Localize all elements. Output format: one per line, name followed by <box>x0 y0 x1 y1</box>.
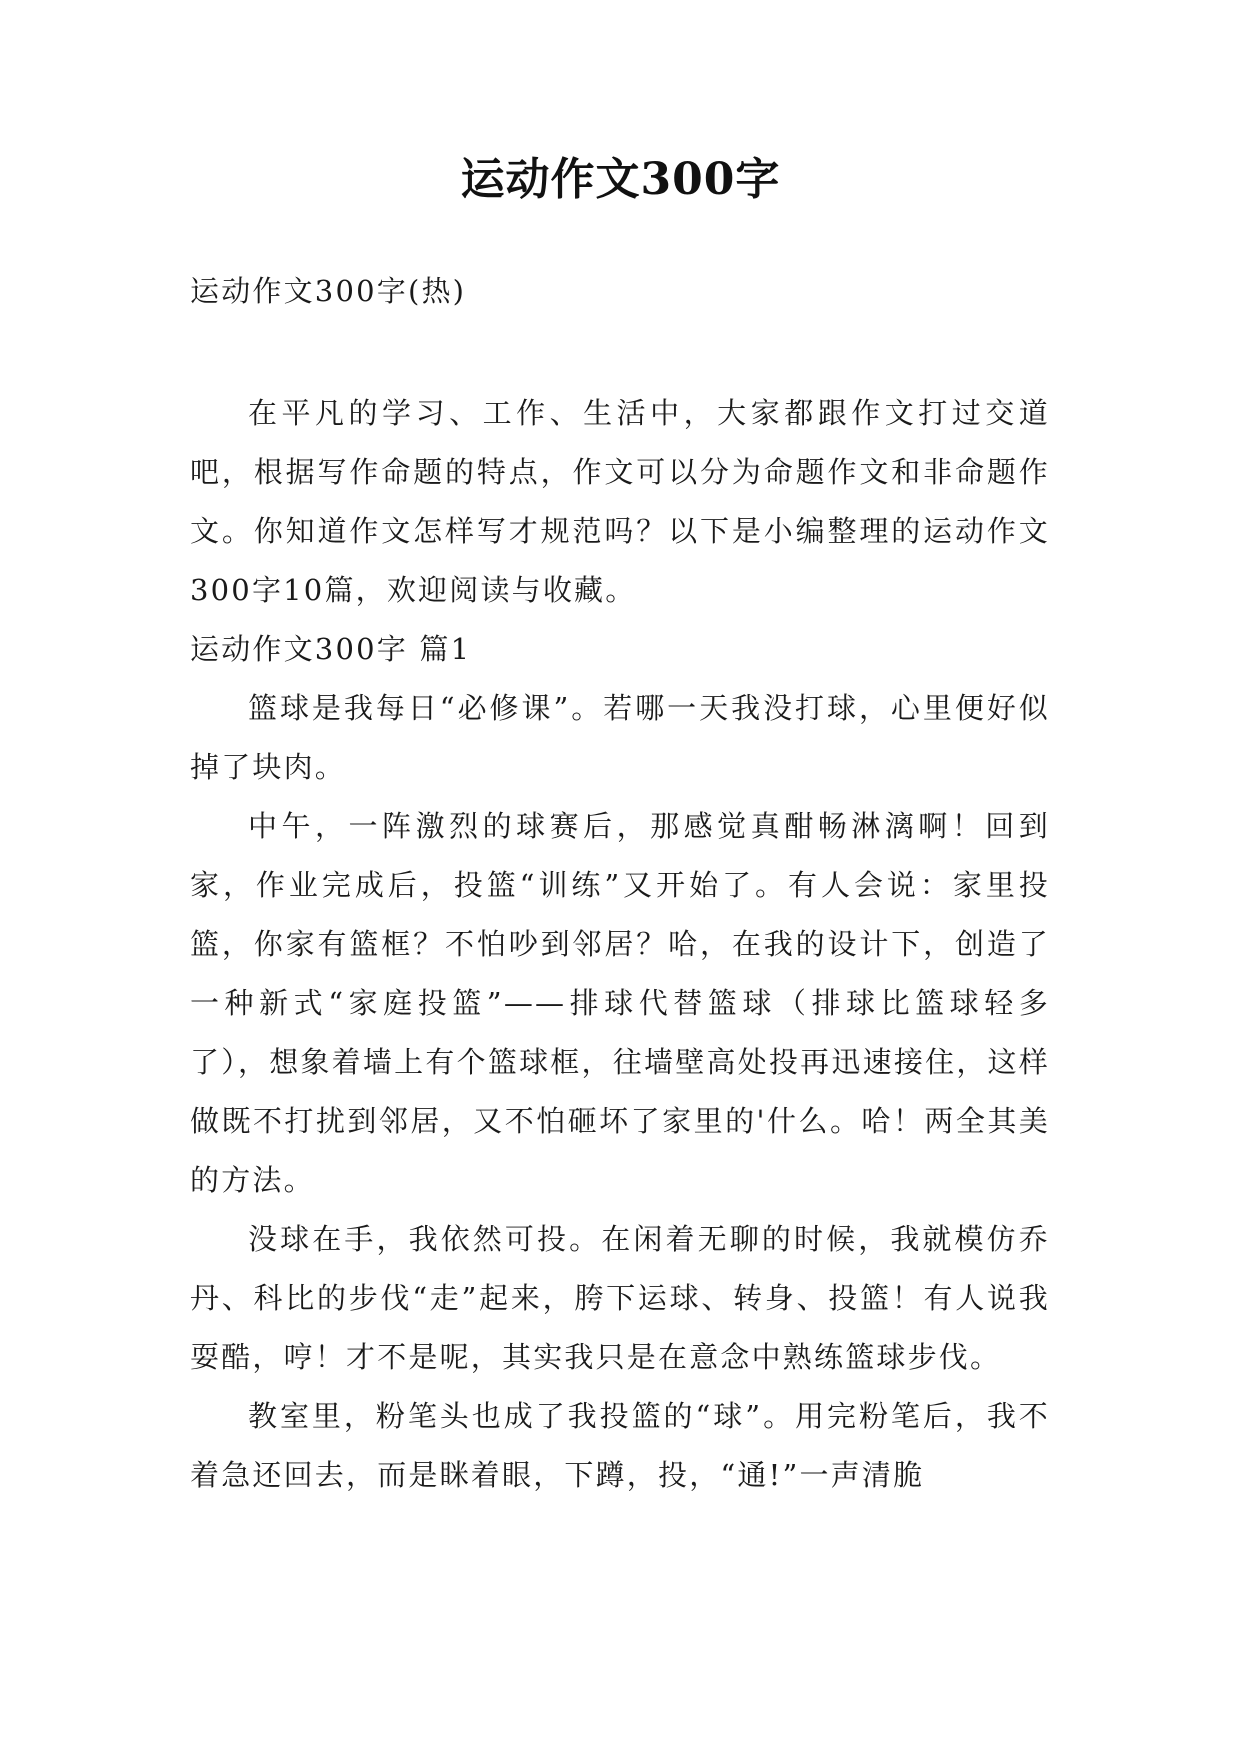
intro-paragraph: 在平凡的学习、工作、生活中，大家都跟作文打过交道吧，根据写作命题的特点，作文可以分为命题作文和非命题作文。你知道作文怎样写才规范吗？以下是小编整理的运动作文300字10篇，欢迎阅读与收藏。 <box>190 396 1050 607</box>
body-paragraph-2: 中午，一阵激烈的球赛后，那感觉真酣畅淋漓啊！回到家，作业完成后，投篮“训练”又开始了。有人会说：家里投篮，你家有篮框？不怕吵到邻居？哈，在我的设计下，创造了一种新式“家庭投篮”——排球代替篮球（排球比篮球轻多了），想象着墙上有个篮球框，往墙壁高处投再迅速接住，这样做既不打扰到邻居，又不怕砸坏了家里的'什么。哈！两全其美的方法。 <box>190 809 1050 1197</box>
body-paragraph-4: 教室里，粉笔头也成了我投篮的“球”。用完粉笔后，我不着急还回去，而是眯着眼，下蹲，投，“通!”一声清脆 <box>190 1399 1050 1492</box>
body-paragraph-1: 篮球是我每日“必修课”。若哪一天我没打球，心里便好似掉了块肉。 <box>190 691 1050 784</box>
document-title: 运动作文300字 <box>460 154 781 205</box>
body-paragraph-3: 没球在手，我依然可投。在闲着无聊的时候，我就模仿乔丹、科比的步伐“走”起来，胯下运球、转身、投篮！有人说我耍酷，哼！才不是呢，其实我只是在意念中熟练篮球步伐。 <box>190 1222 1050 1374</box>
document-body <box>190 262 1050 1505</box>
document-subtitle: 运动作文300字(热) <box>190 274 467 308</box>
section-heading: 运动作文300字 篇1 <box>190 632 472 666</box>
